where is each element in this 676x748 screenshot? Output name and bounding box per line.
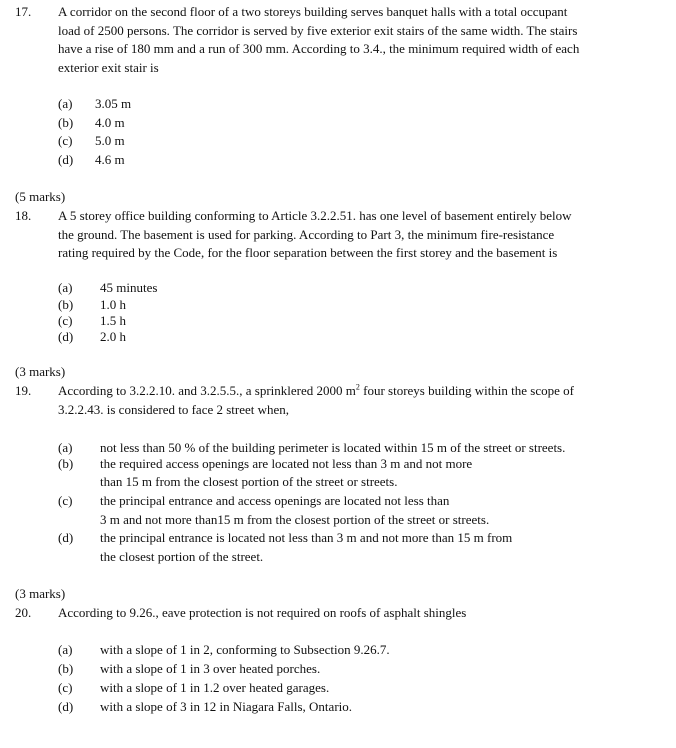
q19-line1-start: According to 3.2.2.10. and 3.2.5.5., a sprinklered 2000 m: [58, 383, 356, 398]
q19-option-d-label: (d): [58, 530, 74, 545]
q19-line1-end: four storeys building within the scope of: [359, 383, 574, 398]
q19-superscript: 2: [355, 382, 360, 392]
q19-marks: (3 marks): [15, 586, 66, 601]
q18-option-b-text: 1.0 h: [100, 297, 126, 312]
q19-option-c-text: 3 m and not more than15 m from the closest portion of the street or streets.: [100, 512, 490, 527]
q17-option-c-label: (c): [58, 133, 73, 148]
q20-option-a-label: (a): [58, 642, 73, 657]
q19-option-c-text: the principal entrance and access openings are located not less than: [100, 493, 450, 508]
q20-option-c-label: (c): [58, 680, 73, 695]
q18-option-c-label: (c): [58, 313, 73, 328]
q17-marks: (5 marks): [15, 189, 66, 204]
q17-option-d-text: 4.6 m: [95, 152, 125, 167]
question-18-text-line: rating required by the Code, for the floor separation between the first storey and the basement is: [58, 245, 558, 260]
question-19-text-line: [58, 383, 574, 399]
q20-option-d-label: (d): [58, 699, 74, 714]
q18-option-b-label: (b): [58, 297, 74, 312]
q17-option-a-text: 3.05 m: [95, 96, 132, 111]
question-18-number: 18.: [15, 208, 32, 223]
q20-option-b-label: (b): [58, 661, 74, 676]
question-20-number: 20.: [15, 605, 32, 620]
q17-option-b-text: 4.0 m: [95, 115, 125, 130]
q19-option-b-label: (b): [58, 456, 74, 471]
question-20-text-line: According to 9.26., eave protection is not required on roofs of asphalt shingles: [58, 605, 467, 620]
q19-option-d-text: the principal entrance is located not less than 3 m and not more than 15 m from: [100, 530, 513, 545]
q18-option-d-label: (d): [58, 329, 74, 344]
q17-option-d-label: (d): [58, 152, 74, 167]
question-17-text-line: have a rise of 180 mm and a run of 300 mm. According to 3.4., the minimum required width of each: [58, 41, 580, 56]
q20-option-c-text: with a slope of 1 in 1.2 over heated garages.: [100, 680, 330, 695]
q20-option-b-text: with a slope of 1 in 3 over heated porches.: [100, 661, 321, 676]
question-17-text-line: load of 2500 persons. The corridor is served by five exterior exit stairs of the same width. The stairs: [58, 23, 578, 38]
q20-option-d-text: with a slope of 3 in 12 in Niagara Falls, Ontario.: [100, 699, 353, 714]
q20-option-a-text: with a slope of 1 in 2, conforming to Subsection 9.26.7.: [100, 642, 390, 657]
question-18-text-line: A 5 storey office building conforming to Article 3.2.2.51. has one level of basement entirely below: [58, 208, 572, 223]
question-17-text-line: exterior exit stair is: [58, 60, 159, 75]
q19-option-c-label: (c): [58, 493, 73, 508]
question-19-number: 19.: [15, 383, 32, 398]
q18-option-a-text: 45 minutes: [100, 280, 158, 295]
q18-option-c-text: 1.5 h: [100, 313, 126, 328]
question-17-number: 17.: [15, 4, 32, 19]
q19-option-d-text: the closest portion of the street.: [100, 549, 264, 564]
q19-option-a-label: (a): [58, 440, 73, 455]
question-18-text-line: the ground. The basement is used for parking. According to Part 3, the minimum fire-resistance: [58, 227, 555, 242]
question-19-text-line: 3.2.2.43. is considered to face 2 street when,: [58, 402, 290, 417]
question-17-text-line: A corridor on the second floor of a two storeys building serves banquet halls with a total occupant: [58, 4, 568, 19]
q19-option-b-text: than 15 m from the closest portion of the street or streets.: [100, 474, 398, 489]
q18-option-d-text: 2.0 h: [100, 329, 126, 344]
q17-option-a-label: (a): [58, 96, 73, 111]
q17-option-b-label: (b): [58, 115, 74, 130]
q18-marks: (3 marks): [15, 364, 66, 379]
q18-option-a-label: (a): [58, 280, 73, 295]
q19-option-b-text: the required access openings are located not less than 3 m and not more: [100, 456, 473, 471]
q17-option-c-text: 5.0 m: [95, 133, 125, 148]
q19-option-a-text: not less than 50 % of the building perimeter is located within 15 m of the street or streets.: [100, 440, 566, 455]
